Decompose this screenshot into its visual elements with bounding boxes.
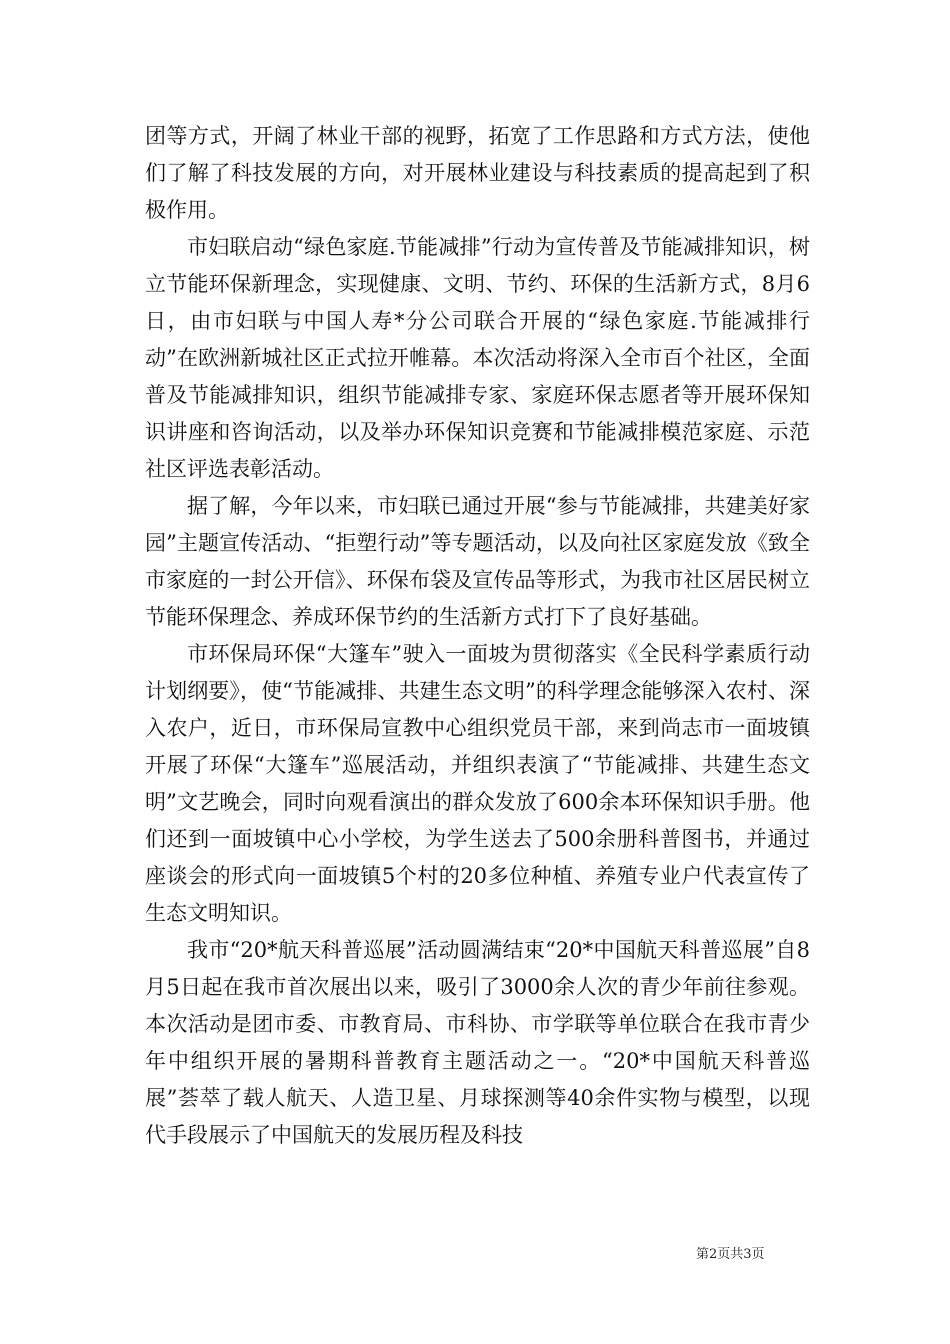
paragraph-green-family: 市妇联启动“绿色家庭.节能减排”行动为宣传普及节能减排知识，树立节能环保新理念，实现健康、文明、节约、环保的生活新方式，8月6日，由市妇联与中国人寿*分公司联合开展的“绿色家庭.节能减排行动”在欧洲新城社区正式拉开帷幕。本次活动将深入全市百个社区，全面普及节能减排知识，组织节能减排专家、家庭环保志愿者等开展环保知识讲座和咨询活动，以及举办环保知识竞赛和节能减排模范家庭、示范社区评选表彰活动。: [145, 235, 810, 481]
paragraph-womens-federation: 据了解，今年以来，市妇联已通过开展“参与节能减排，共建美好家园”主题宣传活动、“拒塑行动”等专题活动，以及向社区家庭发放《致全市家庭的一封公开信》、环保布袋及宣传品等形式，为我市社区居民树立节能环保理念、养成环保节约的生活新方式打下了良好基础。: [145, 494, 810, 629]
page-number: 第2页共3页: [696, 1247, 765, 1262]
paragraph-forestry-training: 团等方式，开阔了林业干部的视野，拓宽了工作思路和方式方法，使他们了解了科技发展的方向，对开展林业建设与科技素质的提高起到了积极作用。: [145, 124, 810, 222]
paragraph-aerospace-exhibition: 我市“20*航天科普巡展”活动圆满结束“20*中国航天科普巡展”自8月5日起在我市首次展出以来，吸引了3000余人次的青少年前往参观。本次活动是团市委、市教育局、市科协、市学联等单位联合在我市青少年中组织开展的暑期科普教育主题活动之一。“20*中国航天科普巡展”荟萃了载人航天、人造卫星、月球探测等40余件实物与模型，以现代手段展示了中国航天的发展历程及科技: [145, 938, 810, 1147]
document-body: [145, 118, 810, 1154]
paragraph-eco-caravan: 市环保局环保“大篷车”驶入一面坡为贯彻落实《全民科学素质行动计划纲要》，使“节能减排、共建生态文明”的科学理念能够深入农村、深入农户，近日，市环保局宣教中心组织党员干部，来到尚志市一面坡镇开展了环保“大篷车”巡展活动，并组织表演了“节能减排、共建生态文明”文艺晚会，同时向观看演出的群众发放了600余本环保知识手册。他们还到一面坡镇中心小学校，为学生送去了500余册科普图书，并通过座谈会的形式向一面坡镇5个村的20多位种植、养殖专业户代表宣传了生态文明知识。: [145, 642, 810, 925]
